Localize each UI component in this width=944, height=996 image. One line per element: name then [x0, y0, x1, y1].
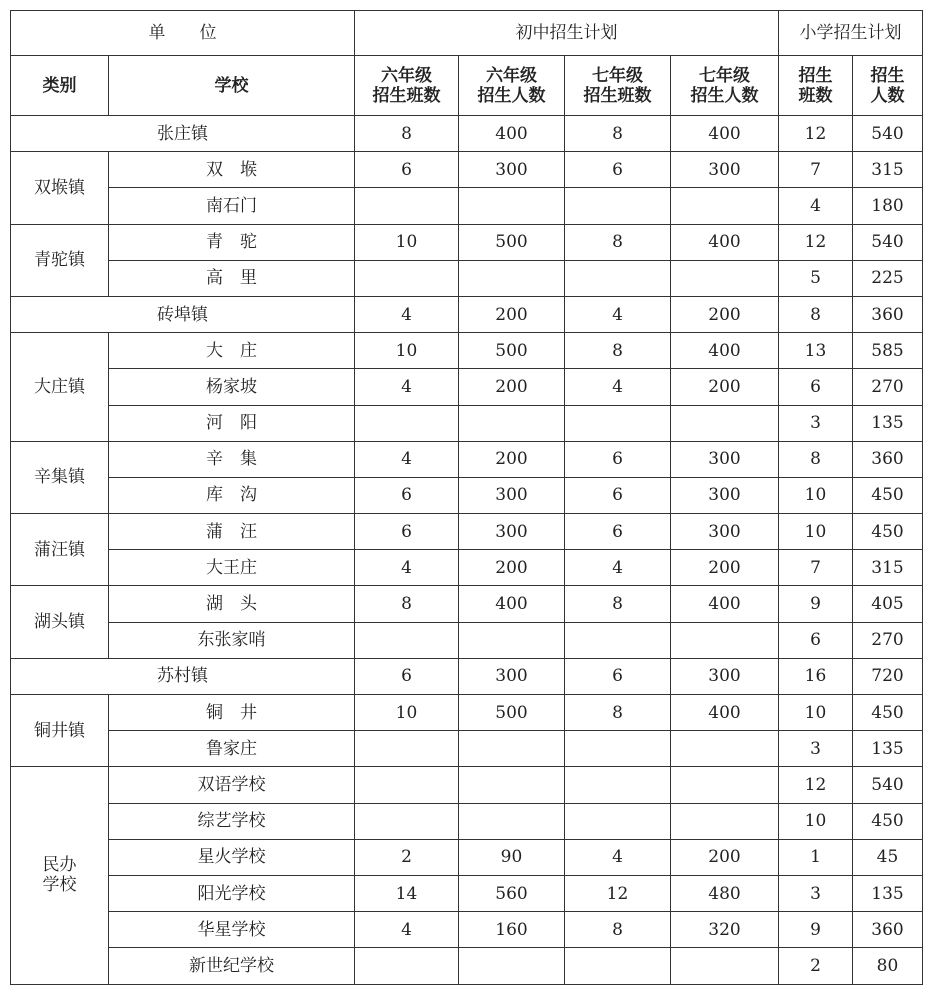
value-cell-ps: 360 — [853, 296, 923, 332]
category-cell: 铜井镇 — [11, 695, 109, 767]
value-cell-g7c: 6 — [565, 658, 671, 694]
value-cell-pc: 7 — [779, 550, 853, 586]
value-cell-pc: 10 — [779, 803, 853, 839]
g6-classes-header: 六年级 招生班数 — [355, 56, 459, 116]
value-cell-pc: 10 — [779, 477, 853, 513]
value-cell-g6s: 90 — [459, 839, 565, 875]
value-cell-g7s — [671, 948, 779, 984]
value-cell-g7c: 8 — [565, 912, 671, 948]
value-cell-g6c — [355, 803, 459, 839]
category-cell: 辛集镇 — [11, 441, 109, 513]
value-cell-g6s — [459, 260, 565, 296]
school-cell: 鲁家庄 — [109, 731, 355, 767]
school-cell: 杨家坡 — [109, 369, 355, 405]
value-cell-g6c — [355, 188, 459, 224]
value-cell-g6c: 4 — [355, 550, 459, 586]
value-cell-g7s — [671, 803, 779, 839]
value-cell-g7s: 300 — [671, 514, 779, 550]
value-cell-g6c: 6 — [355, 658, 459, 694]
value-cell-pc: 4 — [779, 188, 853, 224]
table-row — [11, 658, 923, 694]
table-row — [11, 188, 923, 224]
value-cell-g7s: 400 — [671, 333, 779, 369]
value-cell-pc: 12 — [779, 116, 853, 152]
table-row — [11, 477, 923, 513]
value-cell-g6s: 500 — [459, 695, 565, 731]
value-cell-g6s — [459, 767, 565, 803]
table-row — [11, 514, 923, 550]
value-cell-ps: 80 — [853, 948, 923, 984]
school-cell: 河 阳 — [109, 405, 355, 441]
table-row — [11, 333, 923, 369]
value-cell-g6s: 560 — [459, 875, 565, 911]
value-cell-ps: 225 — [853, 260, 923, 296]
primary-students-header: 招生 人数 — [853, 56, 923, 116]
value-cell-g7c — [565, 731, 671, 767]
value-cell-g7s — [671, 622, 779, 658]
value-cell-g7s: 400 — [671, 224, 779, 260]
category-cell: 苏村镇 — [11, 658, 355, 694]
school-cell: 南石门 — [109, 188, 355, 224]
table-row — [11, 731, 923, 767]
school-cell: 华星学校 — [109, 912, 355, 948]
table-row — [11, 260, 923, 296]
table-row — [11, 948, 923, 984]
value-cell-pc: 7 — [779, 152, 853, 188]
value-cell-g6c — [355, 731, 459, 767]
value-cell-g6c: 4 — [355, 441, 459, 477]
value-cell-g7s: 200 — [671, 296, 779, 332]
value-cell-g6s — [459, 731, 565, 767]
value-cell-g7c — [565, 260, 671, 296]
value-cell-g7c — [565, 948, 671, 984]
value-cell-g6c: 6 — [355, 152, 459, 188]
value-cell-g6c: 14 — [355, 875, 459, 911]
value-cell-g7c: 8 — [565, 695, 671, 731]
value-cell-g6s: 200 — [459, 441, 565, 477]
school-cell: 新世纪学校 — [109, 948, 355, 984]
value-cell-g6s — [459, 803, 565, 839]
table-row — [11, 695, 923, 731]
value-cell-g6c: 6 — [355, 514, 459, 550]
value-cell-g6s — [459, 948, 565, 984]
value-cell-g7s: 400 — [671, 695, 779, 731]
category-cell: 双堠镇 — [11, 152, 109, 224]
value-cell-g6s: 300 — [459, 477, 565, 513]
value-cell-g6c: 8 — [355, 586, 459, 622]
value-cell-ps: 540 — [853, 224, 923, 260]
value-cell-g6c: 4 — [355, 912, 459, 948]
value-cell-ps: 45 — [853, 839, 923, 875]
g6-students-header: 六年级 招生人数 — [459, 56, 565, 116]
value-cell-pc: 10 — [779, 695, 853, 731]
value-cell-g6c: 10 — [355, 333, 459, 369]
value-cell-g6s: 300 — [459, 152, 565, 188]
school-cell: 湖 头 — [109, 586, 355, 622]
value-cell-ps: 135 — [853, 875, 923, 911]
value-cell-ps: 450 — [853, 695, 923, 731]
value-cell-pc: 6 — [779, 622, 853, 658]
value-cell-ps: 270 — [853, 622, 923, 658]
g7-classes-header: 七年级 招生班数 — [565, 56, 671, 116]
value-cell-pc: 3 — [779, 405, 853, 441]
value-cell-g7c: 8 — [565, 333, 671, 369]
value-cell-g6s — [459, 622, 565, 658]
value-cell-ps: 135 — [853, 731, 923, 767]
school-header: 学校 — [109, 56, 355, 116]
value-cell-g7s: 480 — [671, 875, 779, 911]
school-cell: 青 驼 — [109, 224, 355, 260]
value-cell-g6s: 300 — [459, 514, 565, 550]
value-cell-pc: 3 — [779, 875, 853, 911]
value-cell-g6c: 4 — [355, 296, 459, 332]
value-cell-g7s — [671, 260, 779, 296]
value-cell-g7c: 4 — [565, 550, 671, 586]
value-cell-g7c — [565, 767, 671, 803]
value-cell-ps: 585 — [853, 333, 923, 369]
value-cell-g6s: 160 — [459, 912, 565, 948]
value-cell-g7c: 4 — [565, 369, 671, 405]
value-cell-g6s: 200 — [459, 550, 565, 586]
value-cell-ps: 540 — [853, 116, 923, 152]
value-cell-pc: 12 — [779, 767, 853, 803]
value-cell-g7c — [565, 188, 671, 224]
value-cell-g6s: 500 — [459, 224, 565, 260]
value-cell-g7c: 4 — [565, 839, 671, 875]
value-cell-g7s: 300 — [671, 477, 779, 513]
table-row — [11, 369, 923, 405]
school-cell: 阳光学校 — [109, 875, 355, 911]
table-row — [11, 296, 923, 332]
value-cell-g6c — [355, 622, 459, 658]
table-row — [11, 912, 923, 948]
value-cell-g7s: 400 — [671, 116, 779, 152]
value-cell-pc: 13 — [779, 333, 853, 369]
table-row — [11, 875, 923, 911]
category-cell: 蒲汪镇 — [11, 514, 109, 586]
value-cell-g6s — [459, 188, 565, 224]
table-row — [11, 152, 923, 188]
category-cell: 张庄镇 — [11, 116, 355, 152]
value-cell-g6c: 4 — [355, 369, 459, 405]
value-cell-g6c: 10 — [355, 224, 459, 260]
school-cell: 大王庄 — [109, 550, 355, 586]
value-cell-ps: 450 — [853, 803, 923, 839]
value-cell-ps: 450 — [853, 514, 923, 550]
value-cell-pc: 6 — [779, 369, 853, 405]
value-cell-g7c: 8 — [565, 224, 671, 260]
category-cell: 青驼镇 — [11, 224, 109, 296]
header-row-1 — [11, 11, 923, 56]
table-row — [11, 550, 923, 586]
category-cell: 湖头镇 — [11, 586, 109, 658]
value-cell-pc: 5 — [779, 260, 853, 296]
school-cell: 大 庄 — [109, 333, 355, 369]
school-cell: 东张家哨 — [109, 622, 355, 658]
value-cell-ps: 360 — [853, 441, 923, 477]
value-cell-g7s: 320 — [671, 912, 779, 948]
value-cell-ps: 360 — [853, 912, 923, 948]
value-cell-ps: 180 — [853, 188, 923, 224]
school-cell: 库 沟 — [109, 477, 355, 513]
table-row — [11, 803, 923, 839]
value-cell-g7s: 300 — [671, 441, 779, 477]
value-cell-g6c: 10 — [355, 695, 459, 731]
value-cell-g7s — [671, 767, 779, 803]
value-cell-pc: 10 — [779, 514, 853, 550]
value-cell-g6c: 2 — [355, 839, 459, 875]
value-cell-ps: 270 — [853, 369, 923, 405]
value-cell-g7s — [671, 405, 779, 441]
category-header: 类别 — [11, 56, 109, 116]
header-row-2 — [11, 56, 923, 116]
value-cell-ps: 720 — [853, 658, 923, 694]
value-cell-g7s — [671, 731, 779, 767]
value-cell-pc: 9 — [779, 912, 853, 948]
primary-plan-header: 小学招生计划 — [779, 11, 923, 56]
value-cell-g6c — [355, 260, 459, 296]
value-cell-g6s — [459, 405, 565, 441]
value-cell-g7c: 6 — [565, 152, 671, 188]
school-cell: 高 里 — [109, 260, 355, 296]
school-cell: 铜 井 — [109, 695, 355, 731]
primary-classes-header: 招生 班数 — [779, 56, 853, 116]
value-cell-pc: 3 — [779, 731, 853, 767]
table-row — [11, 441, 923, 477]
value-cell-g7s: 300 — [671, 152, 779, 188]
value-cell-g6s: 200 — [459, 296, 565, 332]
table-row — [11, 224, 923, 260]
value-cell-g7c — [565, 803, 671, 839]
school-cell: 辛 集 — [109, 441, 355, 477]
value-cell-ps: 315 — [853, 550, 923, 586]
value-cell-g6s: 400 — [459, 116, 565, 152]
value-cell-pc: 9 — [779, 586, 853, 622]
school-cell: 蒲 汪 — [109, 514, 355, 550]
table-row — [11, 116, 923, 152]
value-cell-pc: 8 — [779, 441, 853, 477]
value-cell-g6c — [355, 405, 459, 441]
school-cell: 双 堠 — [109, 152, 355, 188]
value-cell-g7c: 6 — [565, 441, 671, 477]
value-cell-g7c: 8 — [565, 586, 671, 622]
value-cell-g7s: 200 — [671, 839, 779, 875]
value-cell-pc: 1 — [779, 839, 853, 875]
value-cell-g7s: 200 — [671, 550, 779, 586]
value-cell-g6c — [355, 948, 459, 984]
value-cell-g6c: 6 — [355, 477, 459, 513]
value-cell-g7c — [565, 405, 671, 441]
value-cell-pc: 8 — [779, 296, 853, 332]
table-row — [11, 622, 923, 658]
value-cell-g7c: 4 — [565, 296, 671, 332]
value-cell-g6c — [355, 767, 459, 803]
table-row — [11, 586, 923, 622]
value-cell-g7s: 400 — [671, 586, 779, 622]
value-cell-pc: 12 — [779, 224, 853, 260]
g7-students-header: 七年级 招生人数 — [671, 56, 779, 116]
value-cell-g7s — [671, 188, 779, 224]
value-cell-g7c: 12 — [565, 875, 671, 911]
value-cell-g7s: 200 — [671, 369, 779, 405]
school-cell: 双语学校 — [109, 767, 355, 803]
value-cell-g7c: 6 — [565, 477, 671, 513]
value-cell-ps: 405 — [853, 586, 923, 622]
value-cell-pc: 16 — [779, 658, 853, 694]
value-cell-pc: 2 — [779, 948, 853, 984]
value-cell-g7c — [565, 622, 671, 658]
school-cell: 星火学校 — [109, 839, 355, 875]
value-cell-ps: 540 — [853, 767, 923, 803]
value-cell-g7s: 300 — [671, 658, 779, 694]
table-row — [11, 839, 923, 875]
value-cell-ps: 315 — [853, 152, 923, 188]
value-cell-g6s: 400 — [459, 586, 565, 622]
school-cell: 综艺学校 — [109, 803, 355, 839]
category-cell: 民办 学校 — [11, 767, 109, 984]
value-cell-g6s: 300 — [459, 658, 565, 694]
category-cell: 大庄镇 — [11, 333, 109, 442]
value-cell-g7c: 6 — [565, 514, 671, 550]
value-cell-g6s: 200 — [459, 369, 565, 405]
value-cell-g6s: 500 — [459, 333, 565, 369]
table-row — [11, 405, 923, 441]
table-row — [11, 767, 923, 803]
enrollment-plan-table — [10, 10, 923, 985]
value-cell-g7c: 8 — [565, 116, 671, 152]
value-cell-g6c: 8 — [355, 116, 459, 152]
unit-header: 单 位 — [11, 11, 355, 56]
value-cell-ps: 450 — [853, 477, 923, 513]
category-cell: 砖埠镇 — [11, 296, 355, 332]
table-body — [11, 116, 923, 985]
value-cell-ps: 135 — [853, 405, 923, 441]
junior-plan-header: 初中招生计划 — [355, 11, 779, 56]
